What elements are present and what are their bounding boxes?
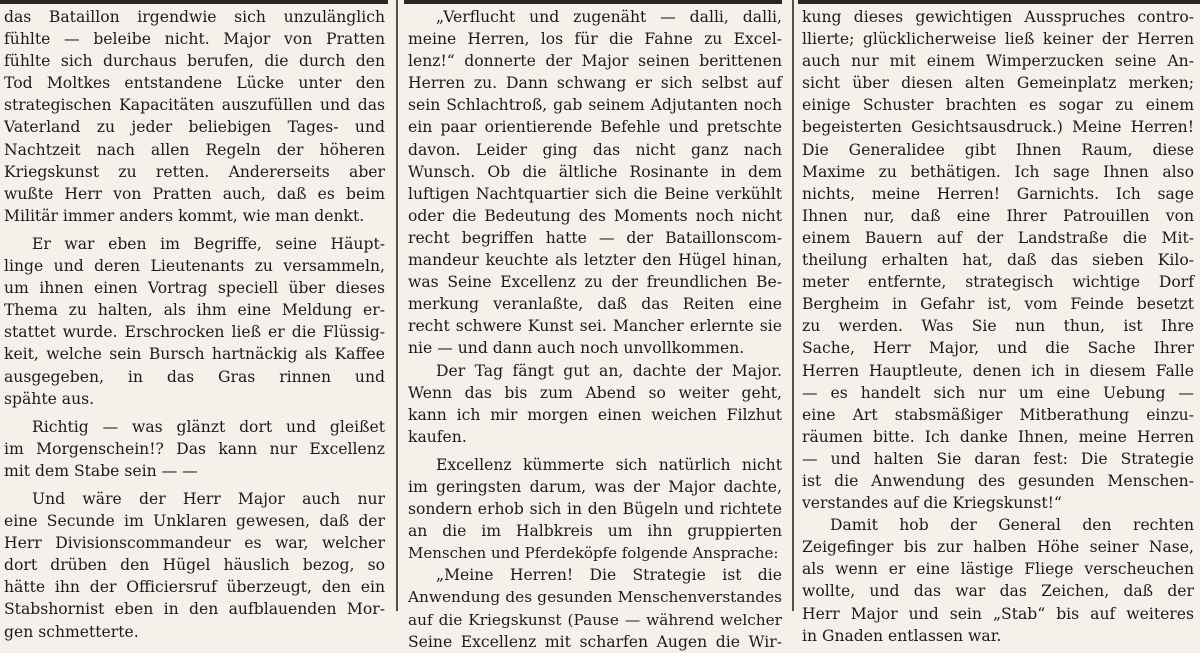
text-line: Wenn das bis zum Abend so weiter geht,	[408, 383, 782, 402]
text-line: — und halten Sie daran fest: Die Strategie	[802, 449, 1194, 468]
text-line: einem Bauern auf der Landstraße die Mit-	[802, 228, 1194, 247]
text-line: — es handelt sich nur um eine Uebung —	[802, 383, 1194, 402]
text-line: Die Generalidee gibt Ihnen Raum, diese	[802, 140, 1194, 159]
text-line: nichts, meine Herren! Garnichts. Ich sage	[802, 184, 1194, 203]
text-line: verstandes auf die Kriegskunst!“	[802, 494, 1062, 513]
text-line: auch nur mit einem Wimperzucken seine An-	[802, 52, 1194, 71]
text-line: auf die Kriegskunst (Pause — während welcher	[408, 610, 782, 629]
top-rule-3	[798, 0, 1200, 4]
column-divider-2	[792, 0, 794, 611]
text-line: ein paar orientierende Befehle und pretschte	[408, 118, 782, 137]
text-line: sein Schlachtroß, gab seinem Adjutanten noch	[408, 96, 782, 115]
text-line: eine Art stabsmäßiger Mitberathung einzu-	[802, 405, 1194, 424]
text-line: Und wäre der Herr Major auch nur	[32, 489, 385, 508]
text-line: Excellenz kümmerte sich natürlich nicht	[436, 455, 782, 474]
text-line: keit, welche sein Bursch hartnäckig als Kaffee	[4, 345, 385, 364]
text-column-2	[408, 6, 782, 651]
text-line: Kriegskunst zu retten. Andererseits aber	[4, 162, 385, 181]
text-line: „Verflucht und zugenäht — dalli, dalli,	[436, 8, 782, 26]
text-line: eine Secunde im Unklaren gewesen, daß der	[4, 512, 385, 531]
text-line: wußte Herr von Pratten auch, daß es beim	[4, 184, 385, 203]
text-line: Seine Excellenz mit scharfen Augen die Wir-	[408, 632, 782, 651]
text-line: Thema zu halten, als ihm eine Meldung er-	[4, 301, 385, 320]
text-line: recht schwere Kunst sei. Mancher erlernte sie	[408, 317, 782, 336]
text-line: Er war eben im Begriffe, seine Häupt-	[32, 234, 385, 253]
text-line: „Meine Herren! Die Strategie ist die	[436, 566, 782, 585]
text-line: Stabshornist eben in den aufblauenden Mor-	[4, 600, 385, 619]
text-line: hätte ihn der Officiersruf überzeugt, den ein	[4, 578, 385, 597]
text-line: Richtig — was glänzt dort und gleißet	[32, 417, 385, 436]
text-line: spähte aus.	[4, 389, 95, 408]
text-line: Militär immer anders kommt, wie man denkt.	[4, 206, 365, 225]
text-line: merkung veranlaßte, daß das Reiten eine	[408, 295, 782, 314]
text-line: Herren Hauptleute, denen ich in diesem Falle	[802, 361, 1194, 380]
text-column-1	[4, 6, 385, 641]
text-line: Maxime zu bethätigen. Ich sage Ihnen also	[802, 162, 1194, 181]
top-rule-2	[404, 0, 782, 4]
text-line: Zeigefinger bis zur halben Höhe seiner Nase,	[802, 538, 1194, 557]
text-line: ist die Anwendung des gesunden Menschen-	[802, 471, 1194, 490]
text-line: meine Herren, los für die Fahne zu Excel-	[408, 30, 782, 49]
text-line: kung dieses gewichtigen Ausspruches contro-	[802, 8, 1194, 26]
text-line: theilung erhalten hat, daß das sieben Kilo-	[802, 251, 1194, 270]
text-line: begeisterten Gesichtsausdruck.) Meine Herren!	[802, 118, 1194, 137]
text-line: stattet wurde. Erschrocken ließ er die Flüssig-	[4, 323, 385, 342]
text-line: im Morgenschein!? Das kann nur Excellenz	[4, 439, 385, 458]
text-line: davon. Leider ging das nicht ganz nach	[408, 140, 782, 159]
text-line: kann ich mir morgen einen weichen Filzhut	[408, 405, 782, 424]
text-line: räumen bitte. Ich danke Ihnen, meine Herren	[802, 427, 1194, 446]
text-line: nie — und dann auch noch unvollkommen.	[408, 339, 745, 358]
text-line: in Gnaden entlassen war.	[802, 626, 1002, 645]
top-rule-1	[0, 0, 388, 4]
text-line: Der Tag fängt gut an, dachte der Major.	[436, 361, 782, 380]
text-line: einige Schuster brachten es sogar zu einem	[802, 96, 1194, 115]
text-line: Ihnen nur, daß eine Ihrer Patrouillen von	[802, 206, 1194, 225]
text-line: llierte; glücklicherweise ließ keiner der Herren	[802, 30, 1194, 49]
text-line: was Seine Excellenz zu der freundlichen Be-	[408, 273, 782, 292]
text-line: Herr Divisionscommandeur es war, welcher	[4, 534, 385, 553]
text-line: strategischen Kapacitäten auszufüllen und das	[4, 96, 385, 115]
text-line: fühlte — beleibe nicht. Major von Pratten	[4, 30, 385, 49]
text-line: kaufen.	[408, 427, 467, 446]
text-line: ausgegeben, in das Gras rinnen und	[4, 367, 385, 386]
text-line: als wenn er eine lästige Fliege verscheuchen	[802, 560, 1194, 579]
text-line: um ihnen einen Vortrag speciell über dieses	[4, 279, 385, 298]
text-line: oder die Bedeutung des Moments noch nicht	[408, 206, 782, 225]
text-line: wollte, und das war das Zeichen, daß der	[802, 582, 1194, 601]
text-line: Wunsch. Ob die ältliche Rosinante in dem	[408, 162, 782, 181]
text-line: Herren zu. Dann schwang er sich selbst auf	[408, 74, 782, 93]
text-line: zu werden. Was Sie nun thun, ist Ihre	[802, 317, 1194, 336]
text-line: sondern erhob sich in den Bügeln und richtete	[408, 500, 782, 519]
text-line: mandeur keuchte als letzter den Hügel hinan,	[408, 251, 782, 270]
text-line: das Bataillon irgendwie sich unzulänglich	[4, 8, 385, 26]
text-column-3	[802, 6, 1194, 645]
text-line: gen schmetterte.	[4, 622, 139, 641]
text-line: linge und deren Lieutenants zu versammeln,	[4, 257, 385, 276]
text-line: mit dem Stabe sein — —	[4, 461, 198, 480]
column-divider-1	[396, 0, 398, 611]
text-line: sicht über diesen alten Gemeinplatz merken;	[802, 74, 1194, 93]
text-line: Nachtzeit nach allen Regeln der höheren	[4, 140, 385, 159]
text-line: luftigen Nachtquartier sich die Beine verkühlt	[408, 184, 782, 203]
text-line: im geringsten darum, was der Major dachte,	[408, 477, 782, 496]
text-line: fühlte sich durchaus berufen, die durch den	[4, 52, 385, 71]
text-line: meter entfernte, strategisch wichtige Dorf	[802, 273, 1194, 292]
text-line: Anwendung des gesunden Menschenverstandes	[408, 588, 782, 607]
text-line: Bergheim in Gefahr ist, vom Feinde besetzt	[802, 295, 1194, 314]
text-line: lenz!“ donnerte der Major seinen berittenen	[408, 52, 782, 71]
text-line: Vaterland zu jeder beliebigen Tages- und	[4, 118, 385, 137]
text-line: Damit hob der General den rechten	[830, 516, 1194, 535]
text-line: an die im Halbkreis um ihn gruppierten	[408, 522, 782, 541]
text-line: recht begriffen hatte — der Bataillonscom-	[408, 228, 782, 247]
text-line: Menschen und Pferdeköpfe folgende Ansprache:	[408, 544, 779, 563]
text-line: Sache, Herr Major, und die Sache Ihrer	[802, 339, 1194, 358]
text-line: dort drüben den Hügel häuslich bezog, so	[4, 556, 385, 575]
text-line: Herr Major und sein „Stab“ bis auf weiteres	[802, 604, 1194, 623]
text-line: Tod Moltkes entstandene Lücke unter den	[4, 74, 385, 93]
